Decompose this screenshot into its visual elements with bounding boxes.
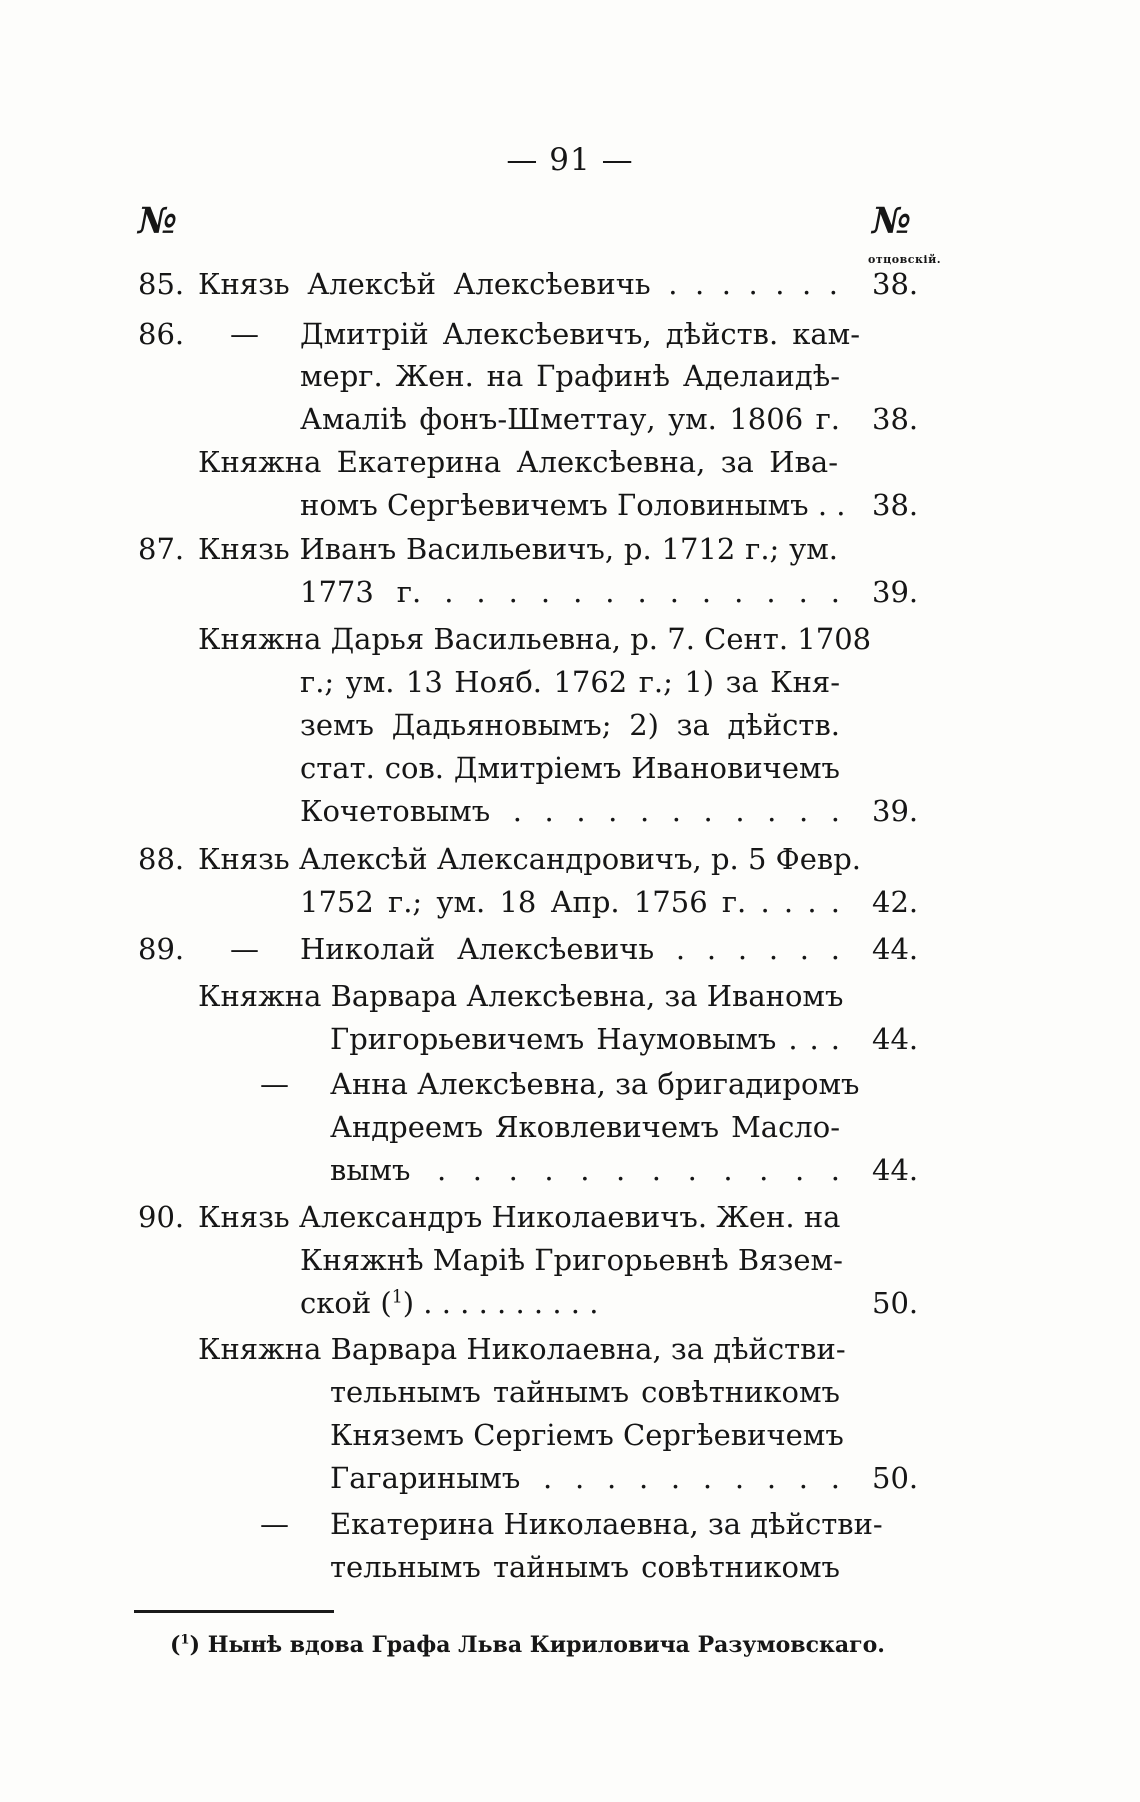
entry-ref: 50. xyxy=(872,1461,919,1495)
entry-ref: 44. xyxy=(872,1153,919,1187)
entry-text: номъ Сергѣевичемъ Головинымъ . . xyxy=(300,488,846,522)
footnote xyxy=(170,1632,885,1658)
entry-text: Князь Алексѣй Александровичъ, р. 5 Февр. xyxy=(198,842,861,876)
entry-ref: 39. xyxy=(872,575,919,609)
number-sign-right: № xyxy=(872,200,912,242)
entry-text: Княжна Дарья Васильевна, р. 7. Сент. 1708 xyxy=(198,622,872,656)
entry-text: тельнымъ тайнымъ совѣтникомъ xyxy=(330,1550,840,1584)
footnote-rule xyxy=(134,1610,334,1613)
entry-ref: 44. xyxy=(872,1022,919,1056)
entry-text: Анна Алексѣевна, за бригадиромъ xyxy=(330,1067,860,1101)
entry-text: Князь Иванъ Васильевичъ, р. 1712 г.; ум. xyxy=(198,532,838,566)
entry-text: Амаліѣ фонъ-Шметтау, ум. 1806 г. xyxy=(300,402,840,436)
entry-ref: 38. xyxy=(872,488,919,522)
number-sign-left: № xyxy=(138,200,178,242)
entry-text: 1773 г. . . . . . . . . . . . . . xyxy=(300,575,840,609)
entry-number: 90. xyxy=(138,1200,185,1234)
entry-text: Князь Алексѣй Алексѣевичь . . . . . . . xyxy=(198,267,838,301)
entry-ref: 38. xyxy=(872,402,919,436)
footnote-marker-open: ( xyxy=(170,1632,181,1658)
entry-ref: 42. xyxy=(872,885,919,919)
entry-text: стат. сов. Дмитріемъ Ивановичемъ xyxy=(300,751,840,785)
entry-text: Кочетовымъ . . . . . . . . . . . xyxy=(300,794,840,828)
footnote-ref: 1 xyxy=(391,1287,403,1308)
entry-number: 86. xyxy=(138,317,185,351)
entry-text: Княжнѣ Маріѣ Григорьевнѣ Вязем- xyxy=(300,1243,843,1277)
ditto-dash: — xyxy=(230,932,259,966)
entry-ref: 39. xyxy=(872,794,919,828)
entry-number: 85. xyxy=(138,267,185,301)
entry-text: мерг. Жен. на Графинѣ Аделаидѣ- xyxy=(300,359,840,393)
entry-text: Княжна Екатерина Алексѣевна, за Ива- xyxy=(198,445,838,479)
entry-text: ) . . . . . . . . . . xyxy=(402,1286,599,1320)
entry-text: вымъ . . . . . . . . . . . . xyxy=(330,1153,840,1187)
ditto-dash: — xyxy=(260,1067,289,1101)
entry-text: г.; ум. 13 Нояб. 1762 г.; 1) за Кня- xyxy=(300,665,840,699)
entry-number: 89. xyxy=(138,932,185,966)
entry-text: Княжна Варвара Николаевна, за дѣйстви- xyxy=(198,1332,846,1366)
entry-text: Княжна Варвара Алексѣевна, за Иваномъ xyxy=(198,979,844,1013)
entry-text: Николай Алексѣевичь . . . . . . xyxy=(300,932,840,966)
entry-text: Княземъ Сергіемъ Сергѣевичемъ xyxy=(330,1418,844,1452)
page-number: — 91 — xyxy=(506,142,634,178)
column-caption: отцовскій. xyxy=(868,253,942,266)
footnote-marker-close: ) xyxy=(189,1632,201,1658)
entry-ref: 38. xyxy=(872,267,919,301)
entry-text: Екатерина Николаевна, за дѣйстви- xyxy=(330,1507,883,1541)
entry-ref: 44. xyxy=(872,932,919,966)
entry-text: тельнымъ тайнымъ совѣтникомъ xyxy=(330,1375,840,1409)
footnote-marker: 1 xyxy=(180,1632,190,1648)
entry-text: ской ( xyxy=(300,1286,392,1320)
ditto-dash: — xyxy=(230,317,259,351)
entry-text: Дмитрій Алексѣевичъ, дѣйств. кам- xyxy=(300,317,860,351)
entry-number: 87. xyxy=(138,532,185,566)
footnote-text: Нынѣ вдова Графа Льва Кириловича Разумовскаго. xyxy=(200,1632,885,1658)
entry-text: Князь Александръ Николаевичъ. Жен. на xyxy=(198,1200,841,1234)
entry-text: Андреемъ Яковлевичемъ Масло- xyxy=(330,1110,840,1144)
entry-text: земъ Дадьяновымъ; 2) за дѣйств. xyxy=(300,708,840,742)
entry-number: 88. xyxy=(138,842,185,876)
entry-text: 1752 г.; ум. 18 Апр. 1756 г. . . . . xyxy=(300,885,840,919)
ditto-dash: — xyxy=(260,1507,289,1541)
entry-ref: 50. xyxy=(872,1286,919,1320)
entry-text: Григорьевичемъ Наумовымъ . . . xyxy=(330,1022,840,1056)
entry-text-with-note xyxy=(300,1284,840,1322)
entry-text: Гагаринымъ . . . . . . . . . . xyxy=(330,1461,840,1495)
